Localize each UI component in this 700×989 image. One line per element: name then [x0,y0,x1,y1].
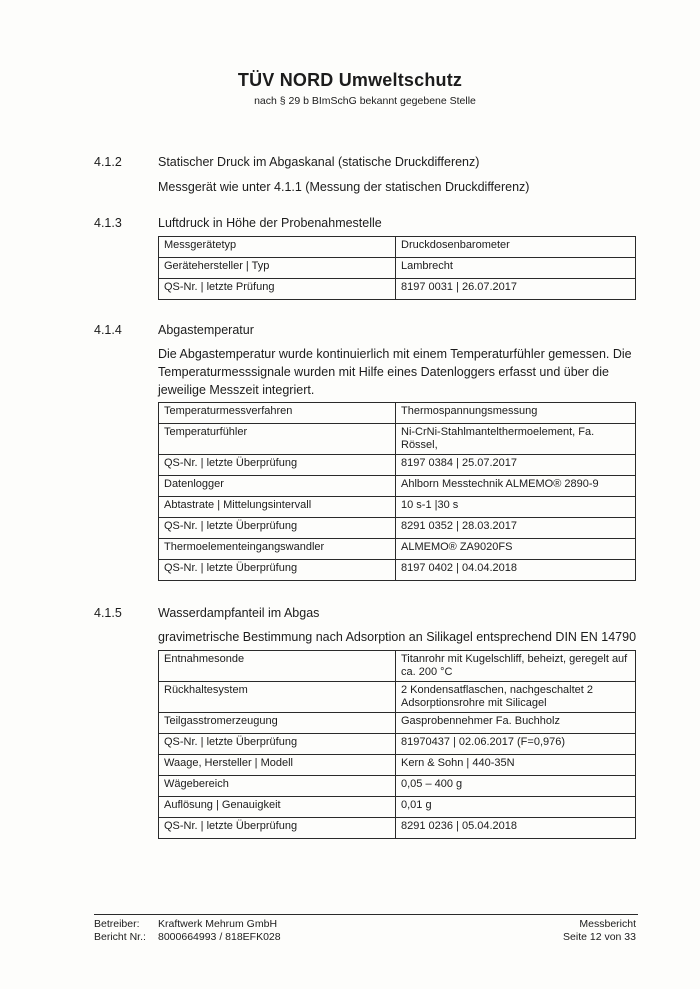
operator-name: Kraftwerk Mehrum GmbH [158,918,278,930]
table-row [159,755,636,776]
table-cell-value: Ahlborn Messtechnik ALMEMO® 2890-9 [396,476,636,497]
table-row [159,476,636,497]
table-cell-value: 81970437 | 02.06.2017 (F=0,976) [396,734,636,755]
table-cell-value: Kern & Sohn | 440-35N [396,755,636,776]
table-cell-value: 0,01 g [396,797,636,818]
footer-values [158,918,281,944]
table-cell-value: 8197 0402 | 04.04.2018 [396,560,636,581]
table-cell-key: Teilgasstromerzeugung [159,713,396,734]
section-title: Statischer Druck im Abgaskanal (statische Druckdifferenz) [158,155,480,169]
table-cell-key: QS-Nr. | letzte Überprüfung [159,455,396,476]
table-row [159,682,636,713]
exhaust-temperature-table [158,402,636,581]
table-cell-key: QS-Nr. | letzte Überprüfung [159,518,396,539]
footer-labels [94,918,146,944]
table-row [159,713,636,734]
page-subtitle: nach § 29 b BImSchG bekannt gegebene Stelle [254,95,476,107]
table-cell-key: Wägebereich [159,776,396,797]
table-cell-key: QS-Nr. | letzte Überprüfung [159,560,396,581]
table-cell-value: Lambrecht [396,258,636,279]
section-text: gravimetrische Bestimmung nach Adsorption an Silikagel entsprechend DIN EN 14790 [158,630,637,644]
table-cell-key: Rückhaltesystem [159,682,396,713]
table-row [159,518,636,539]
footer-page-info [563,918,636,944]
table-row [159,497,636,518]
section-text: Die Abgastemperatur wurde kontinuierlich mit einem Temperaturfühler gemessen. Die Temperaturmesssignale wurden mit Hilfe eines Datenloggers erfasst und über die jeweilige Messzeit integriert. [158,347,632,397]
table-row [159,403,636,424]
table-cell-value: 10 s-1 |30 s [396,497,636,518]
table-cell-key: Datenlogger [159,476,396,497]
table-row [159,797,636,818]
page-title: TÜV NORD Umweltschutz [237,70,463,90]
table-cell-value: Thermospannungsmessung [396,403,636,424]
section-title: Luftdruck in Höhe der Probenahmestelle [158,216,382,230]
table-cell-value: Gasprobennehmer Fa. Buchholz [396,713,636,734]
table-cell-key: Temperaturmessverfahren [159,403,396,424]
page-number: Seite 12 von 33 [563,931,636,943]
table-row [159,279,636,300]
section-title: Wasserdampfanteil im Abgas [158,606,320,620]
table-cell-key: Gerätehersteller | Typ [159,258,396,279]
table-row [159,651,636,682]
table-cell-key: QS-Nr. | letzte Überprüfung [159,734,396,755]
section-number: 4.1.2 [94,155,122,169]
table-cell-value: 8197 0384 | 25.07.2017 [396,455,636,476]
table-cell-key: QS-Nr. | letzte Prüfung [159,279,396,300]
operator-label: Betreiber: [94,918,140,930]
table-row [159,237,636,258]
table-row [159,734,636,755]
report-number: 8000664993 / 818EFK028 [158,931,281,943]
footer-divider [94,914,638,915]
section-number: 4.1.3 [94,216,122,230]
report-number-label: Bericht Nr.: [94,931,146,943]
table-cell-value: Druckdosenbarometer [396,237,636,258]
table-cell-key: Thermoelementeingangswandler [159,539,396,560]
table-cell-value: ALMEMO® ZA9020FS [396,539,636,560]
section-number: 4.1.5 [94,606,122,620]
table-row [159,818,636,839]
table-cell-value: Ni-CrNi-Stahlmantelthermoelement, Fa. Rössel, [396,424,636,455]
water-vapour-table [158,650,636,839]
table-cell-key: Waage, Hersteller | Modell [159,755,396,776]
air-pressure-table [158,236,636,300]
table-cell-value: 8291 0236 | 05.04.2018 [396,818,636,839]
document-type: Messbericht [579,918,636,930]
table-cell-key: Messgerätetyp [159,237,396,258]
table-cell-key: QS-Nr. | letzte Überprüfung [159,818,396,839]
table-row [159,424,636,455]
section-title: Abgastemperatur [158,323,254,337]
table-row [159,258,636,279]
table-cell-value: 2 Kondensatflaschen, nachgeschaltet 2 Adsorptionsrohre mit Silicagel [396,682,636,713]
section-number: 4.1.4 [94,323,122,337]
table-cell-value: 8291 0352 | 28.03.2017 [396,518,636,539]
table-cell-key: Abtastrate | Mittelungsintervall [159,497,396,518]
table-row [159,455,636,476]
section-text: Messgerät wie unter 4.1.1 (Messung der statischen Druckdifferenz) [158,180,530,194]
table-row [159,539,636,560]
table-row [159,560,636,581]
table-cell-value: Titanrohr mit Kugelschliff, beheizt, geregelt auf ca. 200 °C [396,651,636,682]
table-cell-value: 0,05 – 400 g [396,776,636,797]
table-cell-key: Entnahmesonde [159,651,396,682]
table-row [159,776,636,797]
table-cell-key: Temperaturfühler [159,424,396,455]
table-cell-key: Auflösung | Genauigkeit [159,797,396,818]
table-cell-value: 8197 0031 | 26.07.2017 [396,279,636,300]
